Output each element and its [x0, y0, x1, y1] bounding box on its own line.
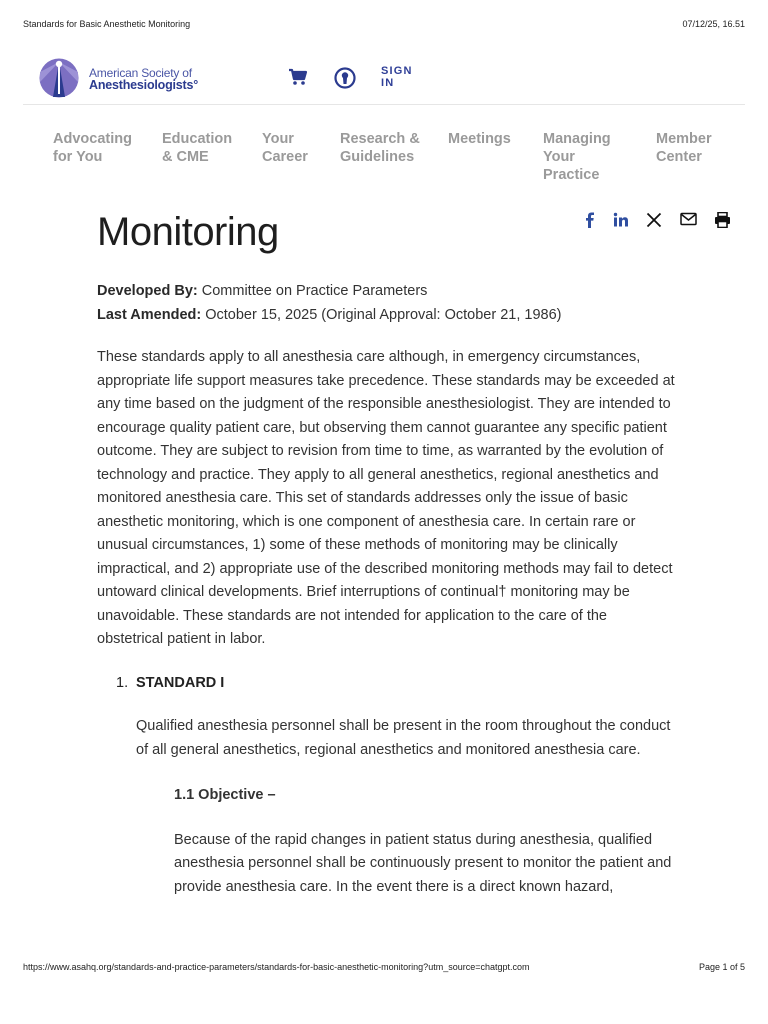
last-amended-row [97, 303, 677, 327]
linkedin-icon[interactable] [613, 212, 629, 233]
article-body [97, 346, 675, 899]
asa-logo-icon [39, 58, 81, 98]
nav-advocating[interactable]: Advocating for You [53, 131, 132, 165]
nav-education[interactable]: Education & CME [162, 131, 233, 165]
page-title: Monitoring [97, 210, 279, 254]
logo-line-2: Anesthesiologists° [89, 78, 199, 92]
site-header [23, 58, 745, 105]
intro-paragraph: These standards apply to all anesthesia care although, in emergency circumstances, appropriate life support measures take precedence. These standards may be exceeded at any time based on the judgment of the responsible anesthesiologist. They are intended to encourage quality patient care, but observing them cannot guarantee any specific patient outcome. They are subject to revision from time to time, as warranted by the evolution of technology and practice. They apply to all general anesthetics, regional anesthetics and monitored anesthesia care. This set of standards addresses only the issue of basic anesthetic monitoring, which is one component of anesthesia care. In certain rare or unusual circumstances, 1) some of these methods of monitoring may be clinically impractical, and 2) appropriate use of the described monitoring methods may fail to detect untoward clinical developments. Brief interruptions of continual† monitoring may be unavoidable. These standards are not intended for application to the care of the obstetrical patient in labor. [97, 349, 675, 647]
nav-member-center[interactable]: Member Center [656, 131, 712, 165]
nav-career[interactable]: Your Career [262, 131, 308, 165]
standard-heading [97, 672, 675, 696]
nav-research[interactable]: Research & Guidelines [340, 131, 420, 165]
cart-icon[interactable] [288, 68, 310, 88]
document-meta [97, 279, 677, 327]
objective-body: Because of the rapid changes in patient status during anesthesia, qualified anesthesia personnel shall be continuously present to monitor the patient and provide anesthesia care. In the event there is a direct known hazard, [174, 831, 672, 895]
account-icon[interactable] [334, 67, 358, 91]
email-icon[interactable] [680, 212, 697, 231]
asa-logo[interactable] [39, 58, 219, 98]
print-footer [23, 962, 745, 974]
standard-body: Qualified anesthesia personnel shall be present in the room throughout the conduct of all general anesthetics, regional anesthetics and monitored anesthesia care. [136, 718, 671, 758]
print-page-number: Page 1 of 5 [698, 962, 745, 972]
developed-by-label: Developed By: [97, 283, 198, 299]
nav-managing-practice[interactable]: Managing Your Practice [543, 131, 611, 183]
main-nav [0, 130, 768, 190]
developed-by-row [97, 279, 677, 303]
share-bar [580, 212, 740, 232]
print-url: https://www.asahq.org/standards-and-practice-parameters/standards-for-basic-anesthetic-monitoring?utm_source=chatgpt.com [23, 962, 530, 972]
standard-title: STANDARD I [136, 674, 225, 691]
logo-line-1: American Society of [89, 66, 192, 80]
sign-in-link[interactable]: SIGN IN [381, 65, 413, 89]
facebook-icon[interactable] [584, 212, 596, 233]
x-icon[interactable] [646, 212, 662, 233]
print-doc-title: Standards for Basic Anesthetic Monitoring [23, 19, 191, 29]
print-icon[interactable] [714, 212, 731, 233]
developed-by-value: Committee on Practice Parameters [201, 283, 428, 299]
objective-heading: 1.1 Objective – [174, 787, 276, 803]
print-datetime: 07/12/25, 16.51 [682, 19, 745, 29]
standard-number: 1. [116, 674, 129, 691]
nav-meetings[interactable]: Meetings [448, 131, 511, 147]
last-amended-value: October 15, 2025 (Original Approval: October 21, 1986) [205, 307, 562, 323]
print-header [23, 19, 745, 33]
last-amended-label: Last Amended: [97, 307, 202, 323]
